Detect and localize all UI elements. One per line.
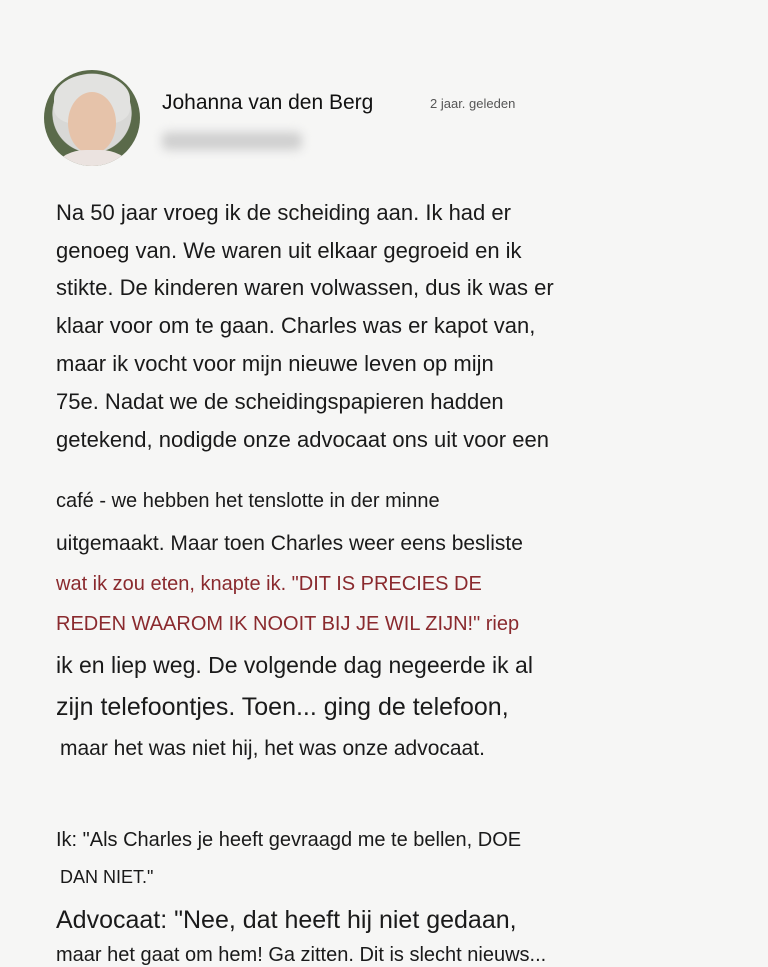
post-text-line: 75e. Nadat we de scheidingspapieren hadden [56,389,504,414]
post-text-line: café - we hebben het tenslotte in der minne [56,490,440,512]
post-text-line: Advocaat: "Nee, dat heeft hij niet gedaan, [56,906,517,934]
post-text-line: maar ik vocht voor mijn nieuwe leven op mijn [56,351,494,376]
post-text-line: stikte. De kinderen waren volwassen, dus ik was er [56,275,554,300]
post-text-line: ik en liep weg. De volgende dag negeerde ik al [56,652,533,678]
post-text-line: zijn telefoontjes. Toen... ging de telefoon, [56,693,509,721]
post-text-line-highlight: REDEN WAAROM IK NOOIT BIJ JE WIL ZIJN!" riep [56,613,520,635]
post-text-line: Na 50 jaar vroeg ik de scheiding aan. Ik had er [56,200,511,225]
post-text-line: klaar voor om te gaan. Charles was er kapot van, [56,313,536,338]
post-text-line: getekend, nodigde onze advocaat ons uit voor een [56,427,549,452]
post-text-line: Ik: "Als Charles je heeft gevraagd me te bellen, DOE [56,829,522,851]
avatar[interactable] [44,70,140,166]
post-text-line: maar het was niet hij, het was onze advocaat. [60,737,485,760]
post-text-line-highlight: wat ik zou eten, knapte ik. "DIT IS PRECIES DE [56,573,482,595]
post-text-line: maar het gaat om hem! Ga zitten. Dit is slecht nieuws... [56,944,547,966]
post-text-line: DAN NIET." [60,867,154,887]
blurred-username [162,132,302,150]
post-text-line: uitgemaakt. Maar toen Charles weer eens besliste [56,532,523,555]
post-text-line: genoeg van. We waren uit elkaar gegroeid en ik [56,238,522,263]
author-name[interactable]: Johanna van den Berg [162,91,374,114]
post-timestamp: 2 jaar. geleden [430,96,516,111]
